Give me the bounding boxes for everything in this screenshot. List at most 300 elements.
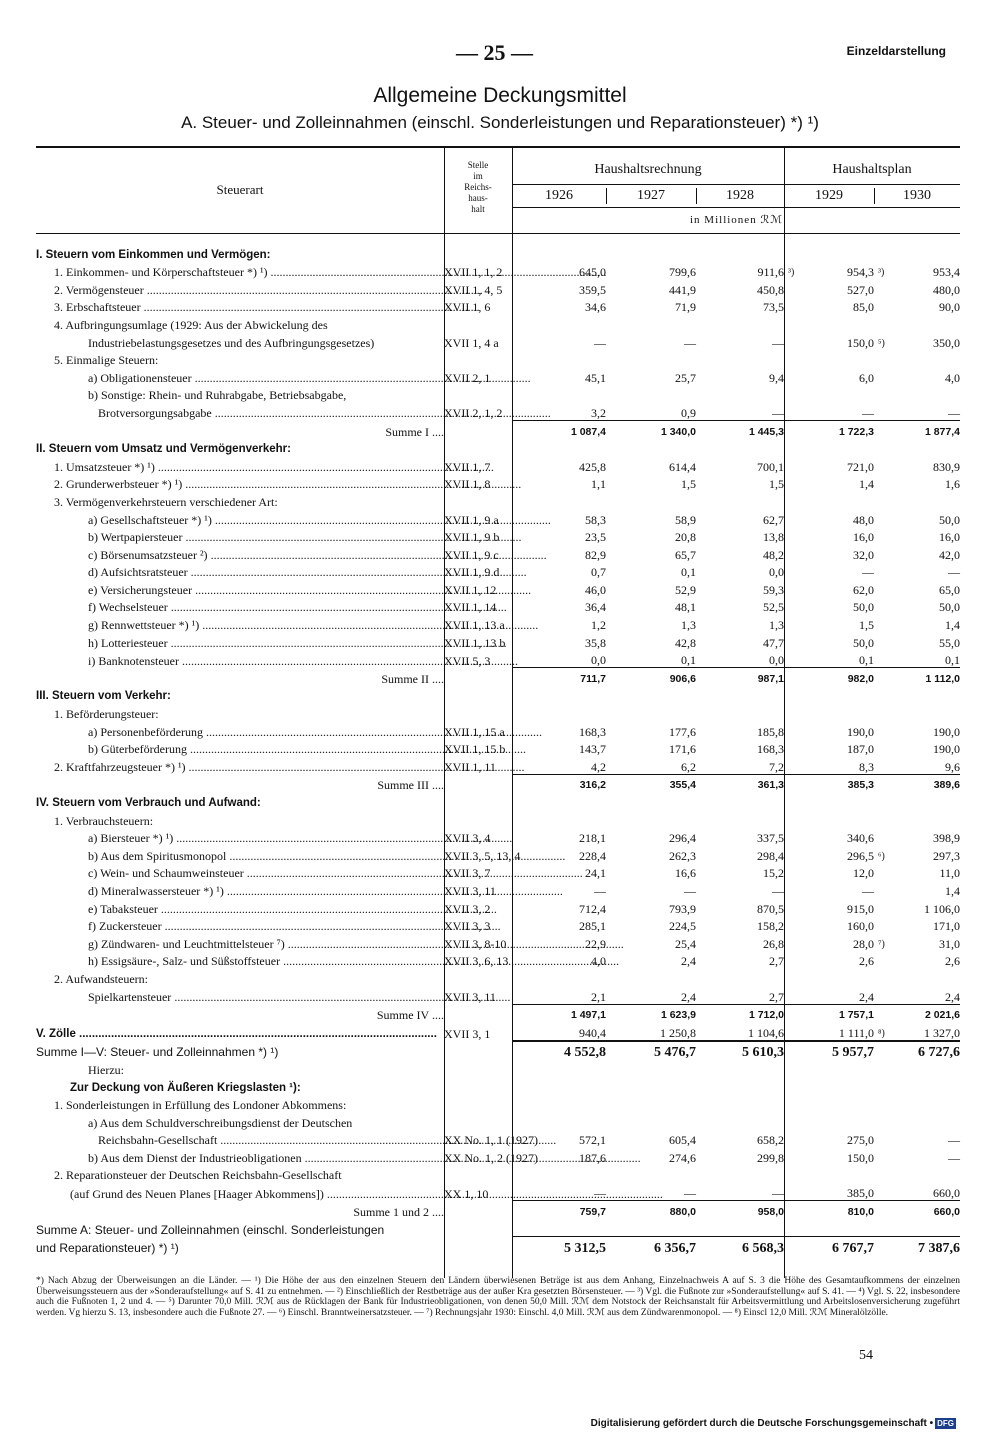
- value-text: 187,0: [847, 742, 874, 757]
- row-label-text: g) Zündwaren- und Leuchtmittelsteuer ⁷) .....: [88, 937, 624, 951]
- table-row: [36, 474, 960, 492]
- table-row: [36, 828, 960, 846]
- cell-value: [512, 739, 606, 757]
- row-ref: XVII 1, 11: [444, 760, 496, 775]
- row-ref: XVII 1, 8: [444, 477, 491, 492]
- row-label: [36, 721, 444, 739]
- row-label-text: und Reparationsteuer) *) ¹): [36, 1240, 179, 1255]
- cell-value: [606, 350, 696, 368]
- cell-value: [606, 792, 696, 810]
- value-text: 71,9: [675, 300, 696, 315]
- cell-value: [696, 314, 784, 332]
- value-text: 48,1: [675, 600, 696, 615]
- cell-value: [512, 456, 606, 474]
- row-ref: XVII 1, 4 a: [444, 335, 499, 350]
- row-label-text: 1. Einkommen- und Körperschaftsteuer *) ¹) .....: [54, 265, 607, 279]
- cell-value: [606, 244, 696, 262]
- row-label-text: a) Gesellschaftsteuer *) ¹) .....: [88, 513, 551, 527]
- cell-value: [784, 1219, 874, 1237]
- value-text: —: [862, 565, 874, 580]
- row-ref: [444, 792, 512, 810]
- value-text: 0,0: [769, 653, 784, 668]
- table-row: [36, 367, 960, 385]
- cell-value: [784, 1041, 874, 1060]
- cell-value: [784, 986, 874, 1004]
- value-text: 425,8: [579, 459, 606, 474]
- row-label-text: b) Aus dem Dienst der Industrieobligationen .....: [88, 1151, 641, 1165]
- row-label-text: b) Wertpapiersteuer .....: [88, 530, 521, 544]
- value-text: 42,8: [675, 635, 696, 650]
- row-label: [36, 1095, 444, 1113]
- row-label-text: Reichsbahn-Gesellschaft .....: [98, 1133, 556, 1147]
- cell-value: [696, 1041, 784, 1060]
- value-text: 2,7: [769, 989, 784, 1004]
- cell-value: [606, 456, 696, 474]
- row-ref: [444, 668, 512, 686]
- row-label-text: g) Rennwettsteuer *) ¹) .....: [88, 618, 538, 632]
- value-text: 5 476,7: [654, 1045, 696, 1061]
- cell-value: [606, 402, 696, 420]
- value-text: 25,7: [675, 370, 696, 385]
- cell-value: [874, 916, 960, 934]
- value-text: 171,0: [933, 919, 960, 934]
- table-row: [36, 314, 960, 332]
- cell-value: [874, 1219, 960, 1237]
- row-label: [36, 845, 444, 863]
- cell-value: [874, 721, 960, 739]
- value-text: —: [772, 335, 784, 350]
- value-text: 1,5: [859, 618, 874, 633]
- table-row: [36, 402, 960, 420]
- value-text: 62,7: [763, 512, 784, 527]
- value-text: 275,0: [847, 1133, 874, 1148]
- cell-value: [512, 597, 606, 615]
- value-text: 160,0: [847, 919, 874, 934]
- row-label: [36, 1112, 444, 1130]
- table-row: [36, 1130, 960, 1148]
- cell-value: [874, 367, 960, 385]
- row-label-text: 2. Aufwandsteuern:: [54, 971, 148, 986]
- cell-value: [696, 792, 784, 810]
- row-ref: [444, 1059, 512, 1077]
- table-row: [36, 1041, 960, 1060]
- value-text: 1 623,9: [660, 1009, 696, 1022]
- row-label: [36, 420, 444, 438]
- table-row: [36, 350, 960, 368]
- cell-value: [696, 402, 784, 420]
- value-text: 1,3: [769, 618, 784, 633]
- value-text: 0,1: [945, 653, 960, 668]
- value-text: 0,1: [859, 653, 874, 668]
- cell-value: [606, 721, 696, 739]
- cell-value: [512, 668, 606, 686]
- cell-value: [606, 1095, 696, 1113]
- table-row: [36, 1165, 960, 1183]
- row-ref: XVII 1, 1, 2: [444, 265, 503, 280]
- stelle-line: im: [473, 171, 483, 181]
- table-row: [36, 332, 960, 350]
- cell-value: [696, 1112, 784, 1130]
- row-label: [36, 951, 444, 969]
- cell-value: [696, 686, 784, 704]
- value-text: 150,0: [847, 1150, 874, 1165]
- cell-value: [874, 1077, 960, 1095]
- value-text: 1,4: [945, 883, 960, 898]
- table-row: [36, 810, 960, 828]
- row-label: [36, 350, 444, 368]
- table-row: [36, 986, 960, 1004]
- value-text: 793,9: [669, 901, 696, 916]
- row-label: [36, 916, 444, 934]
- cell-value: [874, 1130, 960, 1148]
- row-label: [36, 527, 444, 545]
- cell-value: [784, 792, 874, 810]
- cell-value: [512, 686, 606, 704]
- row-ref: XVII 3, 1: [444, 1026, 491, 1041]
- cell-value: [784, 297, 874, 315]
- value-text: 224,5: [669, 919, 696, 934]
- cell-value: [784, 703, 874, 721]
- cell-value: [696, 1130, 784, 1148]
- value-text: 712,4: [579, 901, 606, 916]
- value-text: 0,9: [681, 405, 696, 420]
- cell-value: [784, 810, 874, 828]
- cell-value: [606, 262, 696, 280]
- cell-value: [512, 1201, 606, 1219]
- cell-value: [784, 632, 874, 650]
- value-text: 73,5: [763, 300, 784, 315]
- row-ref: XVII 2, 1, 2: [444, 406, 503, 421]
- value-text: 0,0: [769, 565, 784, 580]
- table-row: [36, 491, 960, 509]
- cell-value: [512, 810, 606, 828]
- cell-value: [696, 810, 784, 828]
- table-row: [36, 1112, 960, 1130]
- cell-value: [696, 632, 784, 650]
- row-ref: [444, 244, 512, 262]
- table-row: [36, 668, 960, 686]
- value-text: 480,0: [933, 282, 960, 297]
- cell-value: [784, 597, 874, 615]
- row-label-text: c) Wein- und Schaumweinsteuer .....: [88, 866, 583, 880]
- value-text: 2,4: [681, 989, 696, 1004]
- value-text: 42,0: [939, 547, 960, 562]
- row-label: [36, 880, 444, 898]
- cell-value: [784, 1077, 874, 1095]
- cell-value: [606, 703, 696, 721]
- value-text: 24,1: [585, 866, 606, 881]
- cell-value: [512, 527, 606, 545]
- cell-value: [696, 562, 784, 580]
- cell-value: [874, 828, 960, 846]
- cell-value: [874, 297, 960, 315]
- table-row: [36, 968, 960, 986]
- row-label-text: Brotversorgungsabgabe .....: [98, 406, 551, 420]
- value-text: —: [862, 883, 874, 898]
- footnote-mark: ³): [878, 267, 885, 279]
- cell-value: [696, 774, 784, 792]
- footnote-mark: ⁷): [878, 938, 885, 950]
- cell-value: [606, 367, 696, 385]
- cell-value: [696, 1147, 784, 1165]
- table-row: [36, 614, 960, 632]
- row-label-text: Summe III ....: [377, 778, 444, 793]
- cell-value: [874, 863, 960, 881]
- cell-value: [874, 1004, 960, 1022]
- cell-value: [784, 1165, 874, 1183]
- value-text: 337,5: [757, 831, 784, 846]
- cell-value: [874, 562, 960, 580]
- value-text: 660,0: [933, 1186, 960, 1201]
- value-text: 8,3: [859, 759, 874, 774]
- value-text: 59,3: [763, 582, 784, 597]
- cell-value: [696, 1004, 784, 1022]
- cell-value: [874, 1095, 960, 1113]
- row-label: [36, 544, 444, 562]
- row-ref: [444, 1041, 512, 1060]
- table-row: [36, 279, 960, 297]
- cell-value: [606, 828, 696, 846]
- row-label-text: Summe 1 und 2 ....: [353, 1204, 444, 1219]
- cell-value: [606, 597, 696, 615]
- row-label: [36, 668, 444, 686]
- cell-value: [696, 1201, 784, 1219]
- value-text: 2,6: [945, 954, 960, 969]
- col-header-stelle: [446, 160, 510, 215]
- cell-value: [512, 297, 606, 315]
- row-label-text: 3. Vermögenverkehrsteuern verschiedener Art:: [54, 494, 278, 509]
- value-text: 46,0: [585, 582, 606, 597]
- row-ref: [444, 420, 512, 438]
- cell-value: [606, 756, 696, 774]
- value-text: 958,0: [757, 1205, 784, 1218]
- value-text: 0,0: [591, 653, 606, 668]
- row-label-text: e) Tabaksteuer .....: [88, 902, 497, 916]
- value-text: 2,7: [769, 954, 784, 969]
- cell-value: [784, 474, 874, 492]
- row-label-text: a) Aus dem Schuldverschreibungsdienst der Deutschen: [88, 1115, 353, 1130]
- value-text: 45,1: [585, 370, 606, 385]
- cell-value: [606, 1004, 696, 1022]
- cell-value: [696, 527, 784, 545]
- value-text: 605,4: [669, 1133, 696, 1148]
- cell-value: [512, 1165, 606, 1183]
- cell-value: [874, 1237, 960, 1255]
- cell-value: [874, 650, 960, 668]
- value-text: 168,3: [579, 724, 606, 739]
- cell-value: [696, 579, 784, 597]
- row-label-text: 5. Einmalige Steuern:: [54, 353, 159, 368]
- row-ref: [444, 350, 512, 368]
- cell-value: [696, 933, 784, 951]
- value-text: —: [948, 565, 960, 580]
- value-text: 711,7: [580, 672, 606, 685]
- cell-value: [512, 1095, 606, 1113]
- cell-value: [606, 562, 696, 580]
- cell-value: [696, 1182, 784, 1200]
- value-text: 12,0: [853, 866, 874, 881]
- cell-value: [874, 1201, 960, 1219]
- cell-value: [606, 1112, 696, 1130]
- value-text: 398,9: [933, 831, 960, 846]
- cell-value: [696, 828, 784, 846]
- value-text: 1,5: [681, 477, 696, 492]
- row-label: [36, 1201, 444, 1219]
- value-text: —: [594, 1186, 606, 1201]
- row-label: [36, 756, 444, 774]
- cell-value: [874, 509, 960, 527]
- cell-value: [512, 474, 606, 492]
- cell-value: [784, 1237, 874, 1255]
- value-text: 62,0: [853, 582, 874, 597]
- cell-value: [784, 1095, 874, 1113]
- cell-value: [512, 774, 606, 792]
- row-label-text: V. Zölle .....: [36, 1028, 437, 1040]
- value-text: 13,8: [763, 530, 784, 545]
- row-ref: XVII 3, 2: [444, 901, 491, 916]
- value-text: 48,0: [853, 512, 874, 527]
- cell-value: [874, 1112, 960, 1130]
- value-text: 1 104,6: [748, 1025, 784, 1040]
- value-text: —: [772, 1186, 784, 1201]
- cell-value: [696, 279, 784, 297]
- row-ref: [444, 774, 512, 792]
- cell-value: [606, 1077, 696, 1095]
- value-text: 55,0: [939, 635, 960, 650]
- value-text: 1 111,0: [838, 1025, 874, 1040]
- row-ref: [444, 810, 512, 828]
- value-text: 298,4: [757, 848, 784, 863]
- cell-value: [696, 756, 784, 774]
- cell-value: [512, 314, 606, 332]
- value-text: 1 327,0: [924, 1025, 960, 1040]
- header-top-rule: [36, 146, 960, 148]
- row-label-text: 2. Vermögensteuer .....: [54, 283, 483, 297]
- row-ref: XVII 1, 9 b: [444, 530, 500, 545]
- table-row: [36, 456, 960, 474]
- value-text: 296,4: [669, 831, 696, 846]
- cell-value: [784, 916, 874, 934]
- cell-value: [512, 1237, 606, 1255]
- value-text: 954,3: [847, 265, 874, 280]
- cell-value: [696, 721, 784, 739]
- value-text: 218,1: [579, 831, 606, 846]
- value-text: 2,4: [945, 989, 960, 1004]
- value-text: 915,0: [847, 901, 874, 916]
- row-label: [36, 509, 444, 527]
- table-row: [36, 1022, 960, 1041]
- cell-value: [696, 1095, 784, 1113]
- row-ref: [444, 491, 512, 509]
- value-text: 50,0: [853, 635, 874, 650]
- value-text: 614,4: [669, 459, 696, 474]
- value-text: 1,3: [681, 618, 696, 633]
- table-row: [36, 262, 960, 280]
- row-ref: XVII 3, 7: [444, 866, 491, 881]
- row-ref: XVII 1, 13 b: [444, 635, 506, 650]
- table-row: [36, 1004, 960, 1022]
- value-text: 65,7: [675, 547, 696, 562]
- cell-value: [606, 439, 696, 457]
- cell-value: [874, 385, 960, 403]
- cell-value: [696, 863, 784, 881]
- value-text: 4,0: [945, 370, 960, 385]
- value-text: 721,0: [847, 459, 874, 474]
- value-text: 645,0: [579, 265, 606, 280]
- cell-value: [696, 1077, 784, 1095]
- cell-value: [784, 828, 874, 846]
- row-label: [36, 1147, 444, 1165]
- row-label-text: b) Güterbeförderung .....: [88, 742, 526, 756]
- cell-value: [512, 916, 606, 934]
- value-text: 1 087,4: [570, 425, 606, 438]
- cell-value: [874, 1165, 960, 1183]
- value-text: 1 712,0: [748, 1009, 784, 1022]
- value-text: 6,2: [681, 759, 696, 774]
- value-text: 982,0: [847, 672, 874, 685]
- cell-value: [512, 1219, 606, 1237]
- cell-value: [784, 491, 874, 509]
- cell-value: [874, 244, 960, 262]
- cell-value: [784, 279, 874, 297]
- row-label: [36, 297, 444, 315]
- cell-value: [784, 650, 874, 668]
- table-row: [36, 845, 960, 863]
- cell-value: [784, 614, 874, 632]
- value-text: 158,2: [757, 919, 784, 934]
- cell-value: [696, 668, 784, 686]
- units-label: in Millionen ℛℳ: [690, 214, 783, 226]
- value-text: —: [948, 1150, 960, 1165]
- row-label-text: 2. Kraftfahrzeugsteuer *) ¹) .....: [54, 760, 525, 774]
- value-text: 47,7: [763, 635, 784, 650]
- cell-value: [874, 456, 960, 474]
- cell-value: [606, 420, 696, 438]
- value-text: —: [684, 883, 696, 898]
- cell-value: [606, 632, 696, 650]
- cell-value: [874, 350, 960, 368]
- table-row: [36, 1219, 960, 1237]
- table-row: [36, 792, 960, 810]
- value-text: 50,0: [939, 512, 960, 527]
- value-text: 7,2: [769, 759, 784, 774]
- year-1926: 1926: [545, 188, 573, 203]
- value-text: 5 610,3: [742, 1045, 784, 1061]
- table-row: [36, 1059, 960, 1077]
- cell-value: [512, 1041, 606, 1060]
- value-text: 34,6: [585, 300, 606, 315]
- value-text: 150,0: [847, 335, 874, 350]
- row-ref: [444, 314, 512, 332]
- row-ref: [444, 439, 512, 457]
- cell-value: [784, 544, 874, 562]
- cell-value: [874, 774, 960, 792]
- cell-value: [606, 579, 696, 597]
- row-label: [36, 933, 444, 951]
- value-text: 190,0: [847, 724, 874, 739]
- cell-value: [784, 314, 874, 332]
- row-label-text: a) Personenbeförderung .....: [88, 725, 542, 739]
- cell-value: [874, 491, 960, 509]
- col-header-haushaltsplan: Haushaltsplan: [832, 162, 912, 177]
- row-label-text: Hierzu:: [88, 1062, 124, 1077]
- value-text: 285,1: [579, 919, 606, 934]
- value-text: —: [772, 405, 784, 420]
- cell-value: [874, 402, 960, 420]
- value-text: 65,0: [939, 582, 960, 597]
- row-ref: XVII 1, 13 a: [444, 618, 505, 633]
- cell-value: [696, 845, 784, 863]
